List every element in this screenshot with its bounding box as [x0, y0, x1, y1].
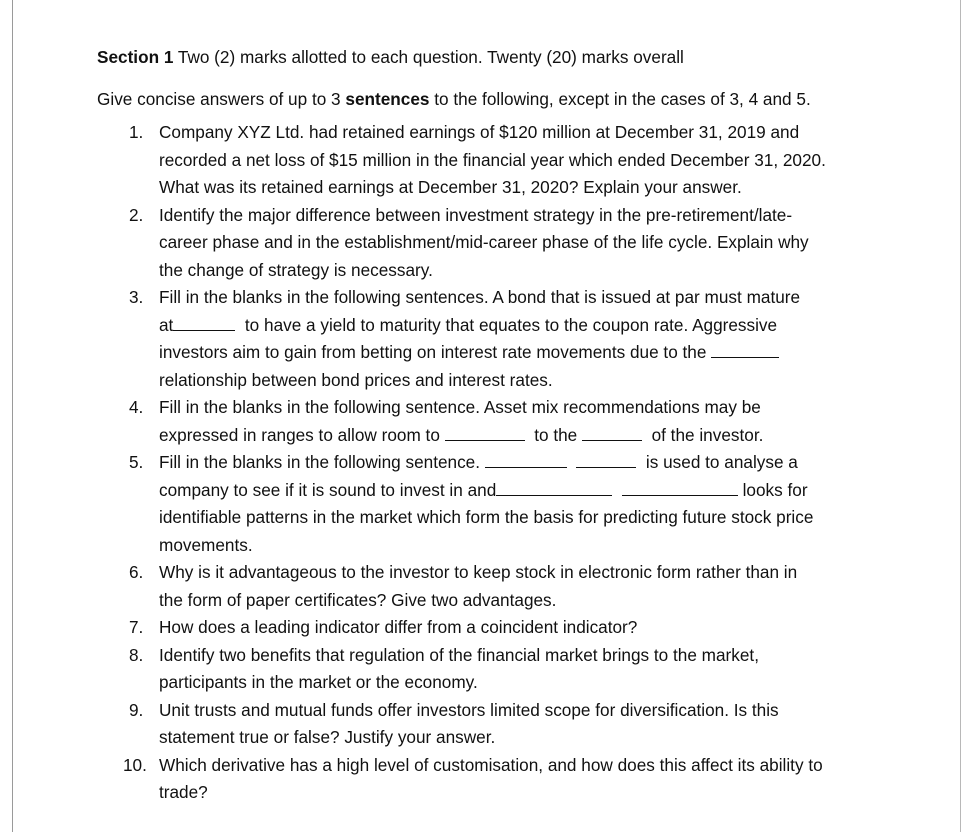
section-label: Section 1 [97, 47, 174, 67]
fill-in-blank [485, 449, 567, 468]
question-text: Fill in the blanks in the following sentence. [159, 452, 481, 472]
question-text: expressed in ranges to allow room to [159, 424, 440, 445]
section-heading [97, 44, 917, 72]
question-number: 9. [129, 699, 144, 720]
document-body [97, 44, 917, 807]
question-text-line [159, 339, 917, 367]
question-text-line [159, 477, 917, 505]
fill-in-blank [582, 422, 642, 441]
question-text: of the investor. [651, 424, 764, 445]
fill-in-blank [445, 422, 525, 441]
question-text-line: movements. [159, 534, 253, 555]
section-marks-text: Two (2) marks allotted to each question. Twenty (20) marks overall [177, 47, 684, 67]
fill-in-blank [496, 477, 612, 496]
question-1 [97, 119, 917, 202]
question-text: to have a yield to maturity that equates to the coupon rate. Aggressive [244, 314, 778, 335]
question-text-line [159, 449, 917, 477]
question-text: is used to analyse a [645, 452, 798, 472]
question-text-line: Identify the major difference between investment strategy in the pre-retirement/late- [159, 204, 793, 225]
question-5 [97, 449, 917, 559]
question-text-line: Why is it advantageous to the investor to keep stock in electronic form rather than in [159, 562, 798, 582]
question-number: 2. [129, 204, 144, 225]
question-number: 4. [129, 397, 144, 417]
question-9 [97, 697, 917, 752]
fill-in-blank [711, 339, 779, 358]
question-text: company to see if it is sound to invest in and [159, 479, 497, 500]
question-list [97, 119, 917, 807]
question-number: 3. [129, 287, 144, 307]
fill-in-blank [173, 312, 235, 331]
question-text: to the [534, 424, 578, 445]
question-text-line: Fill in the blanks in the following sentences. A bond that is issued at par must mature [159, 287, 801, 307]
question-2 [97, 202, 917, 285]
question-number: 5. [129, 452, 144, 472]
question-text: at [159, 314, 174, 335]
instructions [97, 86, 917, 114]
fill-in-blank [576, 449, 636, 468]
question-text-line: What was its retained earnings at December 31, 2020? Explain your answer. [159, 177, 742, 197]
question-text-line: recorded a net loss of $15 million in the financial year which ended December 31, 2020. [159, 149, 826, 170]
question-number: 7. [129, 617, 144, 637]
instructions-end: to the following, except in the cases of 3, 4 and 5. [434, 88, 811, 109]
page-edge-right [960, 0, 961, 832]
question-text-line: Unit trusts and mutual funds offer investors limited scope for diversification. Is this [159, 699, 779, 720]
instructions-emphasis: sentences [345, 88, 430, 109]
question-text-line: Fill in the blanks in the following sentence. Asset mix recommendations may be [159, 397, 761, 417]
question-text-line: participants in the market or the economy. [159, 672, 478, 692]
question-4 [97, 394, 917, 449]
question-3 [97, 284, 917, 394]
question-text-line: career phase and in the establishment/mid-career phase of the life cycle. Explain why [159, 232, 809, 252]
question-text-line: trade? [159, 782, 208, 802]
question-number: 8. [129, 644, 144, 665]
question-6 [97, 559, 917, 614]
question-number: 1. [129, 122, 144, 142]
question-text-line: identifiable patterns in the market which form the basis for predicting future stock price [159, 507, 814, 527]
question-text-line: the form of paper certificates? Give two advantages. [159, 589, 557, 610]
question-text-line: statement true or false? Justify your answer. [159, 727, 496, 747]
question-text-line: Company XYZ Ltd. had retained earnings of $120 million at December 31, 2019 and [159, 122, 800, 142]
question-text-line: relationship between bond prices and interest rates. [159, 369, 553, 390]
question-number: 10. [123, 754, 147, 775]
question-text-line: the change of strategy is necessary. [159, 259, 433, 280]
question-text-line: Identify two benefits that regulation of the financial market brings to the market, [159, 644, 759, 665]
question-7 [97, 614, 917, 642]
question-number: 6. [129, 562, 144, 582]
fill-in-blank [622, 477, 738, 496]
question-text-line: Which derivative has a high level of customisation, and how does this affect its ability to [159, 754, 823, 775]
question-text-line: How does a leading indicator differ from a coincident indicator? [159, 617, 638, 637]
instructions-start: Give concise answers of up to 3 [97, 88, 341, 109]
question-text-line [159, 422, 917, 450]
page-edge-left [12, 0, 13, 832]
question-8 [97, 642, 917, 697]
question-10 [97, 752, 917, 807]
question-text: investors aim to gain from betting on interest rate movements due to the [159, 342, 707, 362]
question-text: looks for [742, 479, 808, 500]
question-text-line [159, 312, 917, 340]
